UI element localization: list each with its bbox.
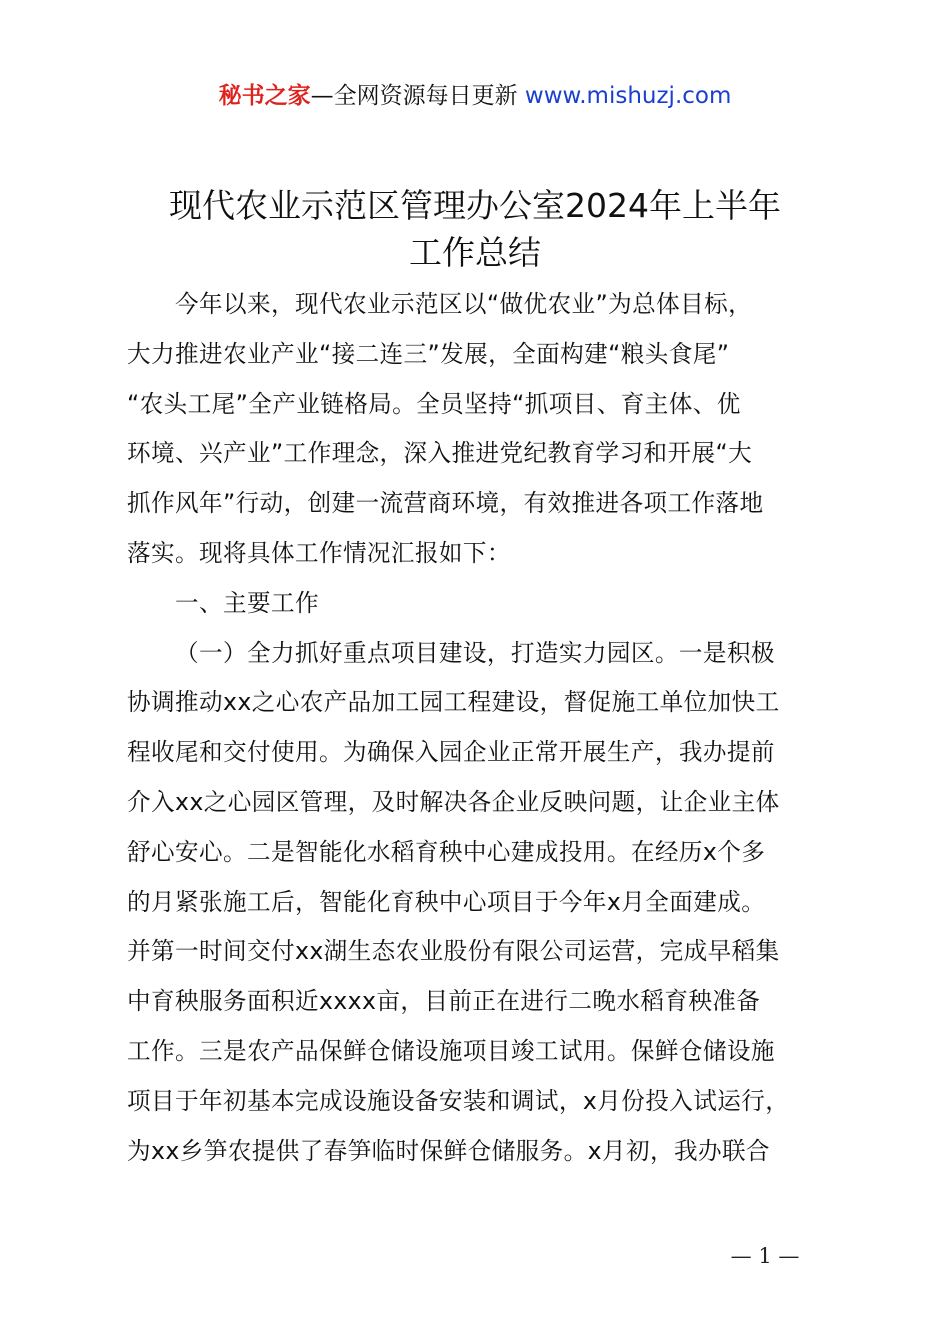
text-line: 今年以来，现代农业示范区以“做优农业”为总体目标， <box>175 290 753 318</box>
document-title <box>100 182 850 276</box>
text-line: 工作。三是农产品保鲜仓储设施项目竣工试用。保鲜仓储设施 <box>127 1036 775 1065</box>
title-line-1: 现代农业示范区管理办公室2024年上半年 <box>169 186 781 225</box>
section-heading-paragraph <box>127 579 835 629</box>
page-number: — 1 — <box>730 1244 800 1268</box>
text-line: （一）全力抓好重点项目建设，打造实力园区。一是积极 <box>175 638 775 667</box>
text-line: 落实。现将具体工作情况汇报如下： <box>127 538 511 567</box>
text-line: 抓作风年”行动，创建一流营商环境，有效推进各项工作落地 <box>127 489 764 518</box>
text-line: 环境、兴产业”工作理念，深入推进党纪教育学习和开展“大 <box>127 439 753 468</box>
title-line-2: 工作总结 <box>409 233 541 272</box>
intro-paragraph <box>127 280 835 579</box>
text-line: 为xx乡笋农提供了春笋临时保鲜仓储服务。x月初，我办联合 <box>127 1136 770 1165</box>
section-1-paragraph <box>127 629 835 1177</box>
site-tagline: —全网资源每日更新 <box>310 83 525 109</box>
section-heading: 一、主要工作 <box>175 588 319 617</box>
text-line: 介入xx之心园区管理，及时解决各企业反映问题，让企业主体 <box>127 787 780 816</box>
site-header <box>0 80 950 112</box>
site-url-link[interactable]: www.mishuzj.com <box>524 83 732 109</box>
text-line: 项目于年初基本完成设施设备安装和调试，x月份投入试运行， <box>127 1086 790 1115</box>
text-line: 舒心安心。二是智能化水稻育秧中心建成投用。在经历x个多 <box>127 837 766 866</box>
text-line: 大力推进农业产业“接二连三”发展，全面构建“粮头食尾” <box>127 339 730 368</box>
text-line: 程收尾和交付使用。为确保入园企业正常开展生产，我办提前 <box>127 738 775 767</box>
document-body <box>127 280 835 1176</box>
text-line: 的月紧张施工后，智能化育秧中心项目于今年x月全面建成。 <box>127 887 766 916</box>
text-line: 中育秧服务面积近xxxx亩，目前正在进行二晚水稻育秧准备 <box>127 987 761 1016</box>
text-line: “农头工尾”全产业链格局。全员坚持“抓项目、育主体、优 <box>127 389 741 418</box>
text-line: 协调推动xx之心农产品加工园工程建设，督促施工单位加快工 <box>127 688 780 717</box>
site-name: 秘书之家 <box>218 83 311 109</box>
text-line: 并第一时间交付xx湖生态农业股份有限公司运营，完成早稻集 <box>127 937 780 966</box>
